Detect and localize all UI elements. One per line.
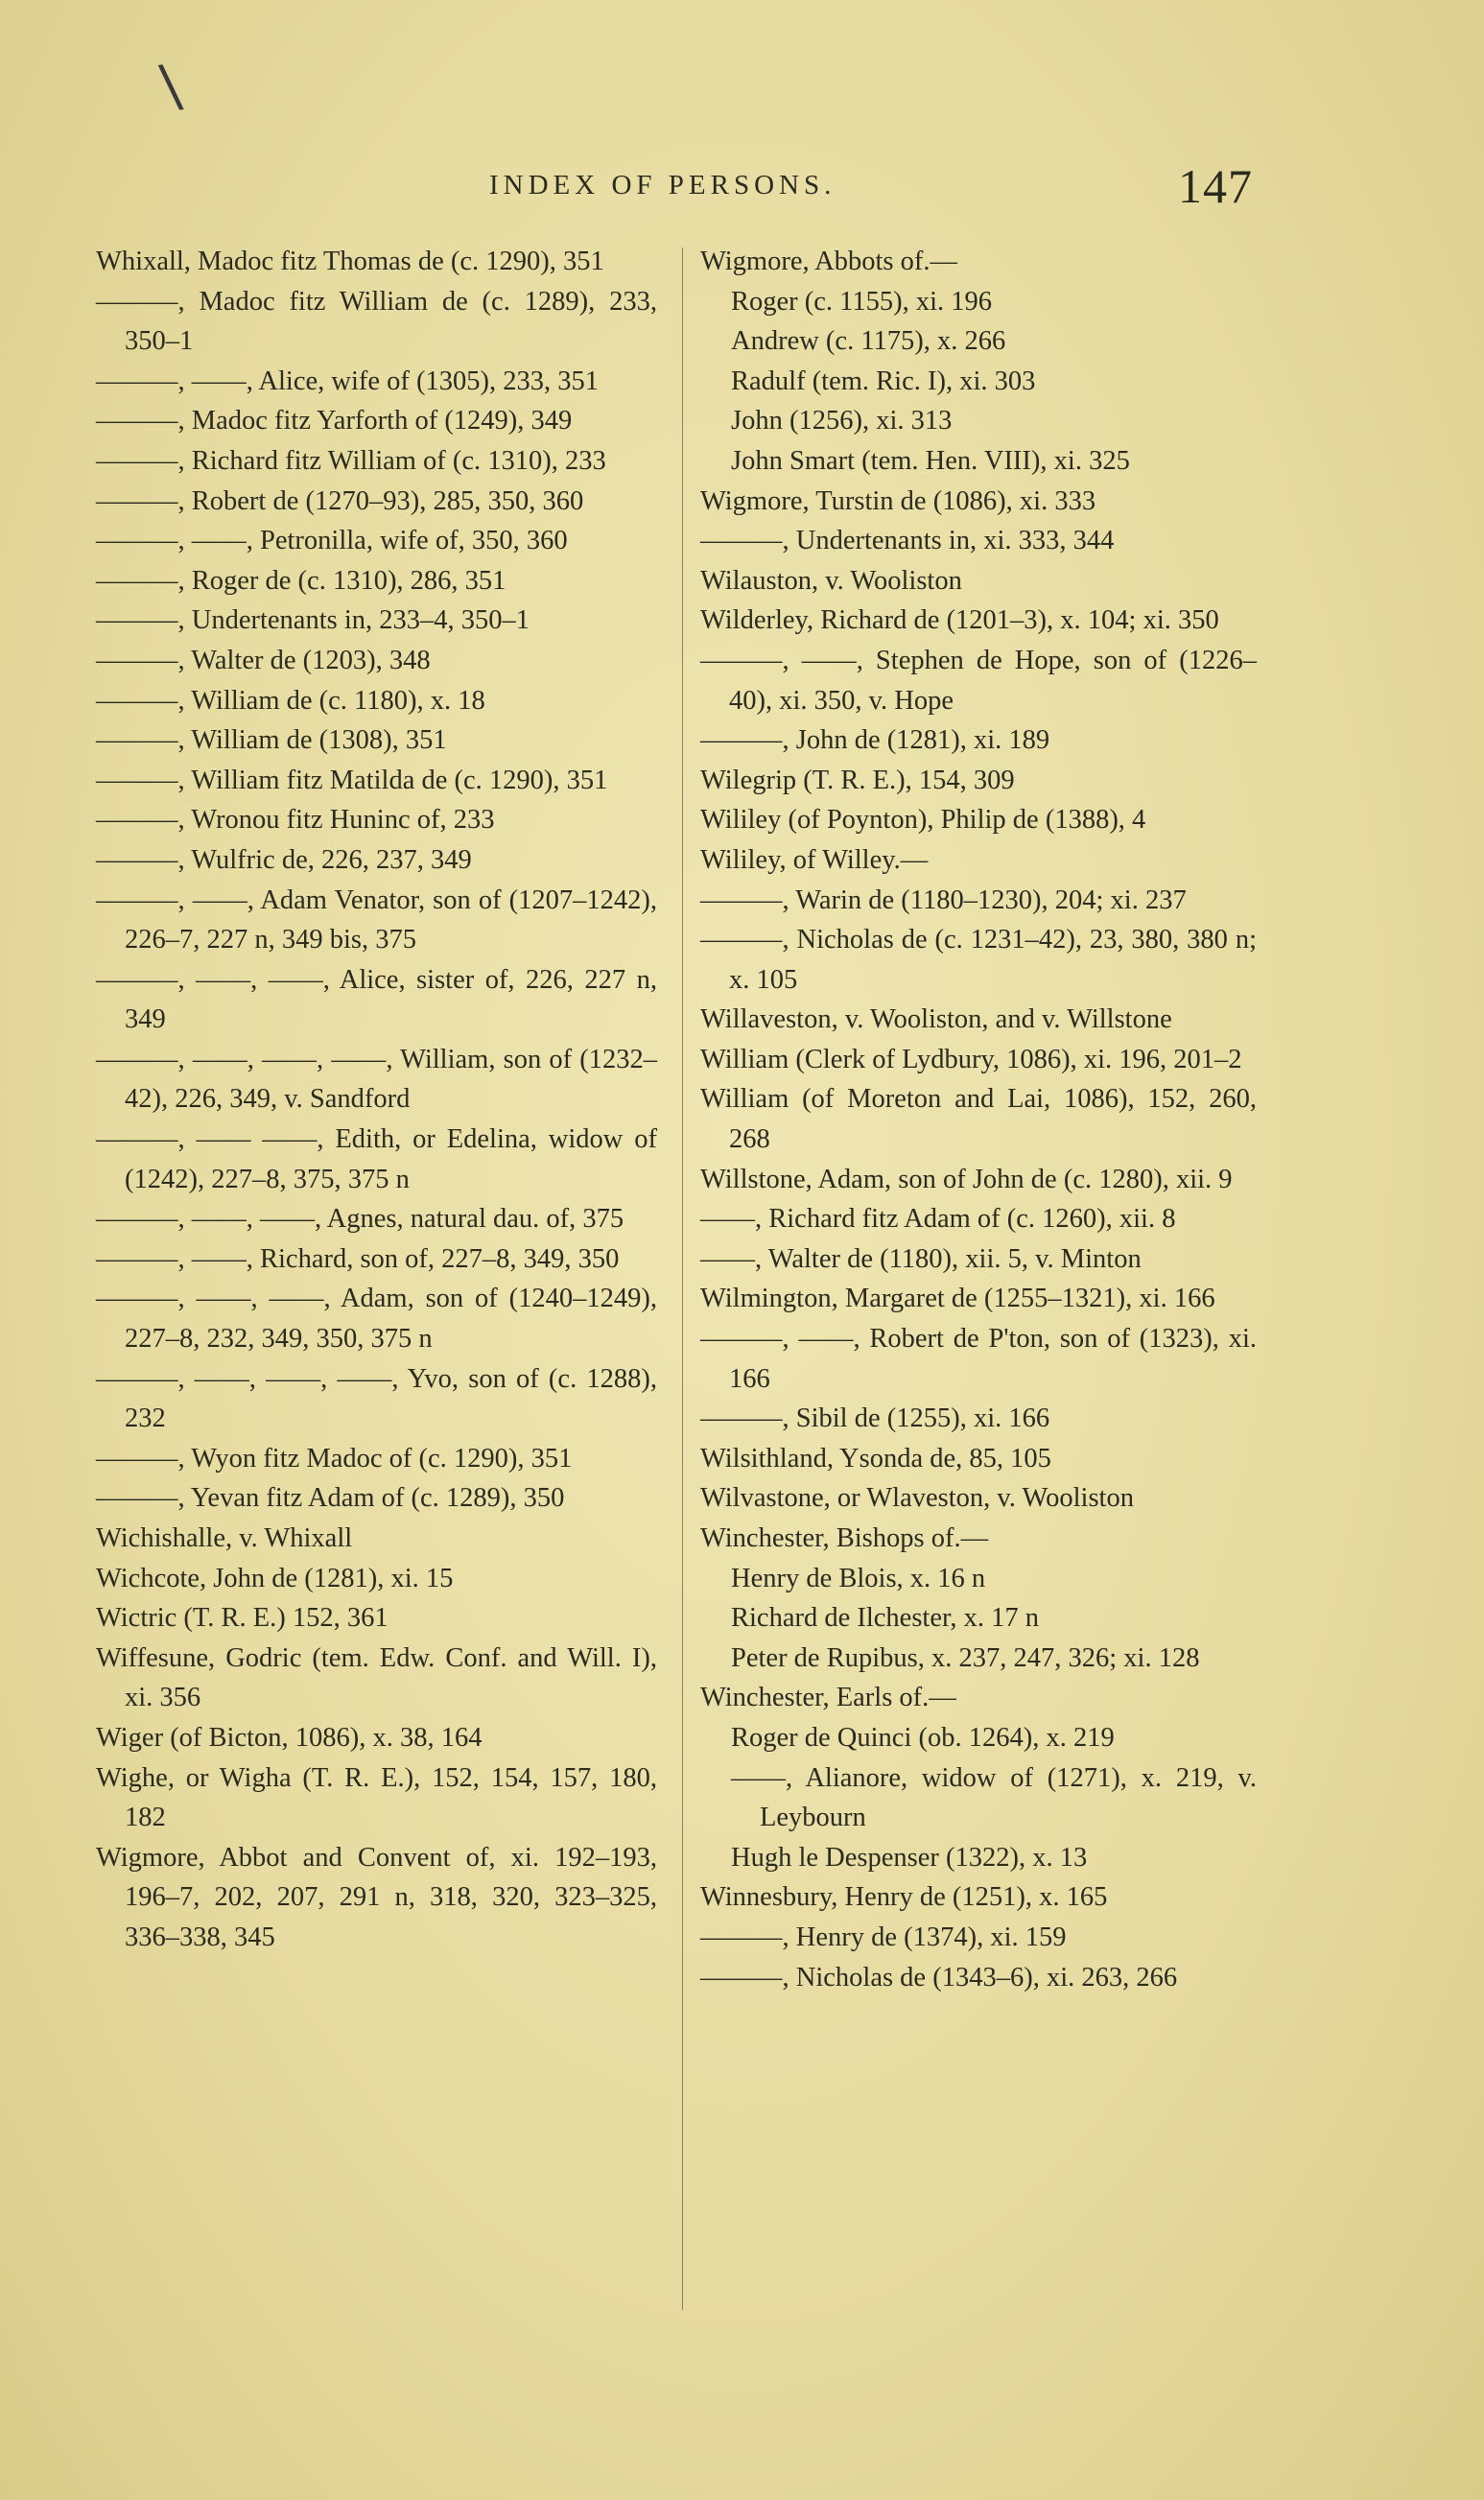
index-entry: ———, Undertenants in, xi. 333, 344 [700, 526, 1115, 556]
index-entry: Wiffesune, Godric (tem. Edw. Conf. and Will. I), xi. 356 [96, 1642, 657, 1713]
index-entry: ———, Wulfric de, 226, 237, 349 [96, 844, 472, 875]
index-entry: ———, Sibil de (1255), xi. 166 [700, 1403, 1050, 1434]
running-header [0, 158, 1484, 216]
index-entry: Wilvastone, or Wlaveston, v. Wooliston [700, 1483, 1134, 1514]
index-entry: ———, ——, Alice, wife of (1305), 233, 351 [96, 366, 600, 396]
index-entry: Wilegrip (T. R. E.), 154, 309 [700, 765, 1015, 795]
index-entry: ———, Nicholas de (c. 1231–42), 23, 380, 380 n; x. 105 [700, 925, 1257, 995]
index-entry: ———, Roger de (c. 1310), 286, 351 [96, 565, 506, 596]
index-column-left [96, 242, 657, 1958]
index-entry: ———, Undertenants in, 233–4, 350–1 [96, 605, 530, 636]
index-entry: ———, ——, Adam Venator, son of (1207–1242), 226–7, 227 n, 349 bis, 375 [96, 884, 657, 955]
index-subentry: Henry de Blois, x. 16 n [731, 1563, 986, 1593]
index-entry: William (Clerk of Lydbury, 1086), xi. 196, 201–2 [700, 1044, 1242, 1074]
index-entry: Wighe, or Wigha (T. R. E.), 152, 154, 157, 180, 182 [96, 1762, 657, 1833]
index-entry: Wictric (T. R. E.) 152, 361 [96, 1603, 389, 1634]
index-entry: Winchester, Earls of.— [700, 1683, 956, 1713]
index-entry: Wigmore, Abbots of.— [700, 247, 957, 276]
index-subentry: Andrew (c. 1175), x. 266 [731, 326, 1006, 357]
index-entry: ———, Walter de (1203), 348 [96, 645, 431, 675]
page-number: 147 [1178, 159, 1253, 213]
index-entry: Wiger (of Bicton, 1086), x. 38, 164 [96, 1722, 483, 1753]
index-entry: Wichishalle, v. Whixall [96, 1523, 353, 1553]
index-entry: Willstone, Adam, son of John de (c. 1280), xii. 9 [700, 1164, 1233, 1194]
index-entry: Whixall, Madoc fitz Thomas de (c. 1290), 351 [96, 247, 604, 276]
index-entry: ———, Robert de (1270–93), 285, 350, 360 [96, 485, 584, 516]
index-entry: Wililey (of Poynton), Philip de (1388), 4 [700, 805, 1146, 836]
index-entry: ———, ——, Stephen de Hope, son of (1226–40), xi. 350, v. Hope [700, 645, 1257, 716]
index-entry: William (of Moreton and Lai, 1086), 152, 260, 268 [700, 1084, 1257, 1155]
index-subentry: ——, Alianore, widow of (1271), x. 219, v. Leybourn [731, 1762, 1257, 1833]
index-entry: Willaveston, v. Wooliston, and v. Willstone [700, 1004, 1172, 1035]
index-entry: ———, ——, ——, Alice, sister of, 226, 227 n, 349 [96, 964, 657, 1035]
index-entry: ———, Madoc fitz William de (c. 1289), 233, 350–1 [96, 286, 657, 357]
index-entry: ———, Richard fitz William of (c. 1310), 233 [96, 445, 606, 476]
index-subentry: Roger de Quinci (ob. 1264), x. 219 [731, 1722, 1115, 1753]
index-subentry: John (1256), xi. 313 [731, 406, 953, 436]
index-subentry: Richard de Ilchester, x. 17 n [731, 1603, 1039, 1634]
index-entry: Wilmington, Margaret de (1255–1321), xi. 166 [700, 1284, 1215, 1314]
index-subentry: Radulf (tem. Ric. I), xi. 303 [731, 366, 1036, 396]
index-entry: ———, ——, ——, Adam, son of (1240–1249), 227–8, 232, 349, 350, 375 n [96, 1284, 657, 1355]
index-entry: ———, Wronou fitz Huninc of, 233 [96, 805, 495, 836]
index-entry: ———, Wyon fitz Madoc of (c. 1290), 351 [96, 1443, 573, 1474]
index-entry: ——, Walter de (1180), xii. 5, v. Minton [700, 1243, 1142, 1274]
index-entry: ———, —— ——, Edith, or Edelina, widow of (1242), 227–8, 375, 375 n [96, 1124, 657, 1194]
index-entry: ———, Yevan fitz Adam of (c. 1289), 350 [96, 1483, 565, 1514]
index-entry: ———, ——, ——, Agnes, natural dau. of, 375 [96, 1204, 624, 1235]
index-entry: ——, Richard fitz Adam of (c. 1260), xii. 8 [700, 1204, 1176, 1235]
index-entry: ———, Henry de (1374), xi. 159 [700, 1922, 1067, 1952]
index-entry: Wilsithland, Ysonda de, 85, 105 [700, 1443, 1051, 1474]
index-entry: ———, ——, Robert de P'ton, son of (1323), xi. 166 [700, 1324, 1257, 1394]
index-entry: ———, ——, ——, ——, William, son of (1232–42), 226, 349, v. Sandford [96, 1044, 657, 1115]
index-entry: ———, ——, Richard, son of, 227–8, 349, 350 [96, 1243, 620, 1274]
index-entry: ———, William fitz Matilda de (c. 1290), 351 [96, 765, 608, 795]
index-entry: ———, Nicholas de (1343–6), xi. 263, 266 [700, 1962, 1178, 1993]
index-entry: Winchester, Bishops of.— [700, 1523, 989, 1553]
index-entry: ———, William de (c. 1180), x. 18 [96, 685, 485, 716]
index-entry: ———, Warin de (1180–1230), 204; xi. 237 [700, 884, 1187, 915]
pen-mark: \ [156, 51, 185, 122]
index-entry: Wigmore, Abbot and Convent of, xi. 192–193, 196–7, 202, 207, 291 n, 318, 320, 323–325, 336–338, 345 [96, 1842, 657, 1952]
index-entry: ———, ——, Petronilla, wife of, 350, 360 [96, 526, 568, 556]
index-subentry: Hugh le Despenser (1322), x. 13 [731, 1842, 1088, 1873]
index-entry: ———, John de (1281), xi. 189 [700, 725, 1050, 756]
index-subentry: John Smart (tem. Hen. VIII), xi. 325 [731, 445, 1130, 476]
index-column-right [700, 242, 1257, 1997]
index-subentry: Peter de Rupibus, x. 237, 247, 326; xi. 128 [731, 1642, 1200, 1673]
page-title: INDEX OF PERSONS. [489, 170, 836, 200]
column-divider [682, 248, 683, 2310]
index-entry: Wilauston, v. Wooliston [700, 565, 962, 596]
index-entry: Wigmore, Turstin de (1086), xi. 333 [700, 485, 1096, 516]
index-entry: ———, William de (1308), 351 [96, 725, 447, 756]
index-entry: Wichcote, John de (1281), xi. 15 [96, 1563, 454, 1593]
index-entry: Wilderley, Richard de (1201–3), x. 104; xi. 350 [700, 605, 1219, 636]
index-subentry: Roger (c. 1155), xi. 196 [731, 286, 993, 317]
index-entry: ———, Madoc fitz Yarforth of (1249), 349 [96, 406, 573, 436]
index-entry: Wililey, of Willey.— [700, 844, 929, 875]
index-entry: ———, ——, ——, ——, Yvo, son of (c. 1288), 232 [96, 1363, 657, 1434]
index-entry: Winnesbury, Henry de (1251), x. 165 [700, 1882, 1108, 1913]
